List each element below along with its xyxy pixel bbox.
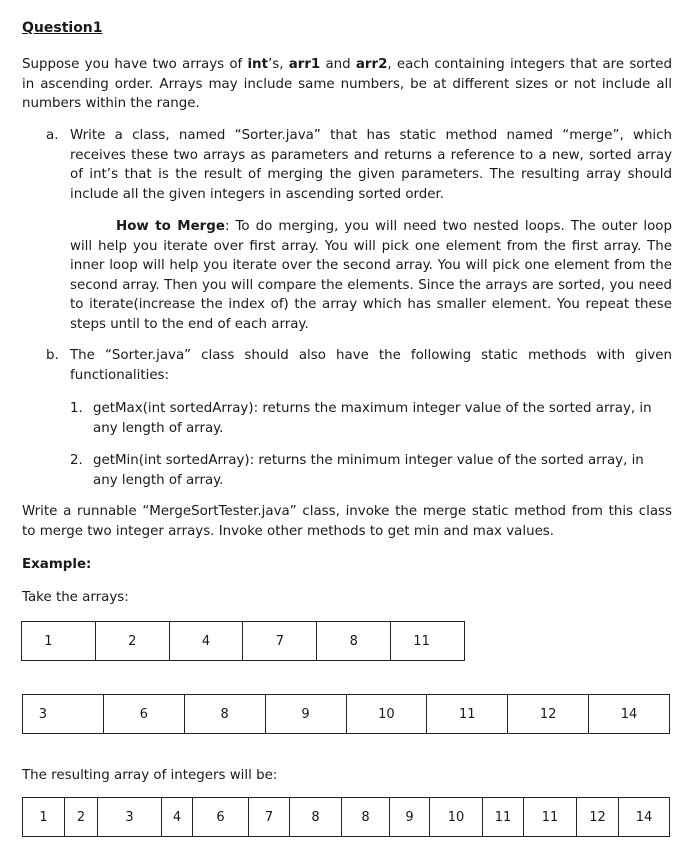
sub-item-1-text: getMax(int sortedArray): returns the maximum integer value of the sorted array, in any length of array. bbox=[93, 401, 652, 436]
array-cell: 12 bbox=[577, 798, 619, 837]
array-cell: 10 bbox=[346, 695, 427, 734]
array-cell: 14 bbox=[619, 798, 670, 837]
array-cell: 11 bbox=[391, 622, 465, 661]
item-a-marker: a. bbox=[46, 128, 59, 143]
sub-item-1-marker: 1. bbox=[70, 401, 83, 416]
result-table bbox=[22, 797, 670, 837]
table-row bbox=[22, 622, 465, 661]
example-label: Example: bbox=[22, 557, 92, 572]
item-b bbox=[46, 346, 672, 385]
arr2-table bbox=[22, 694, 670, 734]
array-cell: 11 bbox=[483, 798, 524, 837]
array-cell: 11 bbox=[427, 695, 508, 734]
item-a bbox=[46, 126, 672, 334]
take-arrays-label: Take the arrays: bbox=[22, 590, 129, 605]
array-cell: 2 bbox=[65, 798, 98, 837]
item-b-text: The “Sorter.java” class should also have the following static methods with given functionalities: bbox=[70, 348, 672, 383]
sub-item-getmin bbox=[70, 451, 672, 490]
table-row bbox=[23, 798, 670, 837]
array-cell: 9 bbox=[390, 798, 430, 837]
intro-paragraph: Suppose you have two arrays of int’s, arr1 and arr2, each containing integers that are sorted in ascending order. Arrays may include same numbers, be at different sizes or not include all numbers within the range. bbox=[22, 57, 672, 111]
array-cell: 3 bbox=[23, 695, 104, 734]
array-cell: 14 bbox=[589, 695, 670, 734]
array-cell: 1 bbox=[23, 798, 65, 837]
arr1-table bbox=[21, 621, 465, 661]
resulting-label: The resulting array of integers will be: bbox=[22, 768, 278, 783]
table-row bbox=[23, 695, 670, 734]
array-cell: 6 bbox=[103, 695, 184, 734]
array-cell: 7 bbox=[249, 798, 290, 837]
runnable-paragraph: Write a runnable “MergeSortTester.java” class, invoke the merge static method from this class to merge two integer arrays. Invoke other methods to get min and max values. bbox=[22, 504, 672, 539]
array-cell: 4 bbox=[162, 798, 193, 837]
question-title: Question1 bbox=[22, 20, 103, 36]
item-a-text: Write a class, named “Sorter.java” that has static method named “merge”, which receives these two arrays as parameters and returns a reference to a new, sorted array of int’s that is the result of merging the given parameters. The resulting array should include all the given integers in ascending sorted order. bbox=[70, 128, 672, 202]
array-cell: 10 bbox=[430, 798, 483, 837]
array-cell: 2 bbox=[95, 622, 169, 661]
item-b-marker: b. bbox=[46, 348, 59, 363]
array-cell: 6 bbox=[193, 798, 249, 837]
sub-item-2-text: getMin(int sortedArray): returns the minimum integer value of the sorted array, in any length of array. bbox=[93, 453, 644, 488]
array-cell: 8 bbox=[317, 622, 391, 661]
array-cell: 9 bbox=[265, 695, 346, 734]
array-cell: 11 bbox=[524, 798, 577, 837]
how-to-merge-paragraph: How to Merge: To do merging, you will need two nested loops. The outer loop will help you iterate over first array. You will pick one element from the first array. The inner loop will help you iterate over the second array. You will pick one element from the second array. Then you will compare the elements. Since the arrays are sorted, you need to iterate(increase the index of) the array which has smaller element. You repeat these steps until to the end of each array. bbox=[70, 219, 672, 332]
array-cell: 1 bbox=[22, 622, 96, 661]
array-cell: 7 bbox=[243, 622, 317, 661]
array-cell: 8 bbox=[342, 798, 390, 837]
array-cell: 3 bbox=[98, 798, 162, 837]
sub-item-2-marker: 2. bbox=[70, 453, 83, 468]
sub-item-getmax bbox=[70, 399, 672, 438]
array-cell: 4 bbox=[169, 622, 243, 661]
array-cell: 8 bbox=[184, 695, 265, 734]
array-cell: 12 bbox=[508, 695, 589, 734]
array-cell: 8 bbox=[290, 798, 342, 837]
